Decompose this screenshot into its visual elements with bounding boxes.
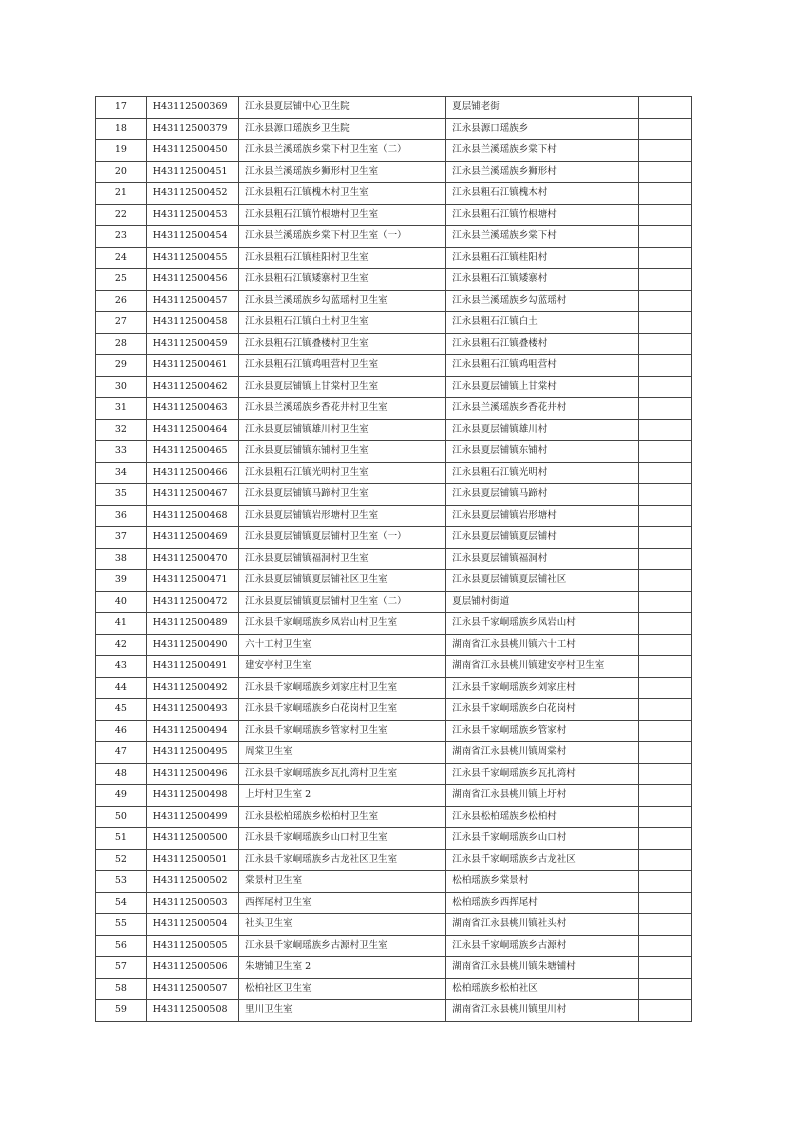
institution-name: 江永县夏层铺镇夏层铺社区卫生室 (239, 570, 446, 592)
institution-address: 江永县兰溪瑶族乡棠下村 (446, 226, 639, 248)
row-number: 49 (96, 785, 147, 807)
institution-address: 松柏瑶族乡西挥尾村 (446, 892, 639, 914)
institution-code: H43112500452 (146, 183, 238, 205)
remark-cell (639, 763, 692, 785)
remark-cell (639, 699, 692, 721)
institution-name: 江永县千家峒瑶族乡古龙社区卫生室 (239, 849, 446, 871)
table-row (96, 376, 692, 398)
row-number: 58 (96, 978, 147, 1000)
institution-table (95, 96, 692, 1022)
institution-address: 湖南省江永县桃川镇上圩村 (446, 785, 639, 807)
remark-cell (639, 828, 692, 850)
institution-name: 里川卫生室 (239, 1000, 446, 1022)
row-number: 41 (96, 613, 147, 635)
row-number: 39 (96, 570, 147, 592)
institution-name: 朱塘铺卫生室 2 (239, 957, 446, 979)
institution-address: 江永县源口瑶族乡 (446, 118, 639, 140)
table-row (96, 656, 692, 678)
remark-cell (639, 548, 692, 570)
institution-address: 湖南省江永县桃川镇里川村 (446, 1000, 639, 1022)
remark-cell (639, 333, 692, 355)
institution-code: H43112500492 (146, 677, 238, 699)
row-number: 46 (96, 720, 147, 742)
institution-code: H43112500458 (146, 312, 238, 334)
institution-name: 江永县源口瑶族乡卫生院 (239, 118, 446, 140)
table-row (96, 763, 692, 785)
institution-code: H43112500489 (146, 613, 238, 635)
institution-name: 上圩村卫生室 2 (239, 785, 446, 807)
table-row (96, 161, 692, 183)
institution-address: 湖南省江永县桃川镇建安亭村卫生室 (446, 656, 639, 678)
institution-name: 江永县夏层铺镇夏层铺村卫生室（二） (239, 591, 446, 613)
table-row (96, 118, 692, 140)
remark-cell (639, 935, 692, 957)
table-row (96, 1000, 692, 1022)
table-row (96, 226, 692, 248)
row-number: 42 (96, 634, 147, 656)
table-row (96, 333, 692, 355)
row-number: 51 (96, 828, 147, 850)
row-number: 28 (96, 333, 147, 355)
institution-code: H43112500502 (146, 871, 238, 893)
table-row (96, 570, 692, 592)
remark-cell (639, 892, 692, 914)
institution-code: H43112500455 (146, 247, 238, 269)
institution-address: 江永县千家峒瑶族乡凤岩山村 (446, 613, 639, 635)
institution-name: 江永县粗石江镇鸡咀营村卫生室 (239, 355, 446, 377)
table-row (96, 742, 692, 764)
institution-address: 松柏瑶族乡松柏社区 (446, 978, 639, 1000)
institution-code: H43112500471 (146, 570, 238, 592)
institution-code: H43112500501 (146, 849, 238, 871)
row-number: 34 (96, 462, 147, 484)
table-row (96, 871, 692, 893)
institution-address: 湖南省江永县桃川镇周棠村 (446, 742, 639, 764)
institution-name: 江永县千家峒瑶族乡古源村卫生室 (239, 935, 446, 957)
institution-code: H43112500453 (146, 204, 238, 226)
institution-code: H43112500465 (146, 441, 238, 463)
table-row (96, 935, 692, 957)
document-page (95, 96, 692, 1022)
institution-name: 周棠卫生室 (239, 742, 446, 764)
row-number: 37 (96, 527, 147, 549)
remark-cell (639, 226, 692, 248)
remark-cell (639, 656, 692, 678)
institution-code: H43112500504 (146, 914, 238, 936)
table-row (96, 462, 692, 484)
remark-cell (639, 204, 692, 226)
table-row (96, 849, 692, 871)
remark-cell (639, 785, 692, 807)
institution-code: H43112500493 (146, 699, 238, 721)
remark-cell (639, 290, 692, 312)
institution-name: 江永县夏层铺镇东铺村卫生室 (239, 441, 446, 463)
table-row (96, 914, 692, 936)
institution-name: 江永县千家峒瑶族乡瓦扎湾村卫生室 (239, 763, 446, 785)
institution-code: H43112500464 (146, 419, 238, 441)
institution-address: 江永县千家峒瑶族乡刘家庄村 (446, 677, 639, 699)
row-number: 44 (96, 677, 147, 699)
institution-address: 江永县兰溪瑶族乡勾蓝瑶村 (446, 290, 639, 312)
institution-address: 江永县千家峒瑶族乡管家村 (446, 720, 639, 742)
institution-name: 江永县兰溪瑶族乡勾蓝瑶村卫生室 (239, 290, 446, 312)
row-number: 36 (96, 505, 147, 527)
row-number: 59 (96, 1000, 147, 1022)
table-row (96, 269, 692, 291)
row-number: 19 (96, 140, 147, 162)
institution-name: 社头卫生室 (239, 914, 446, 936)
institution-address: 松柏瑶族乡棠景村 (446, 871, 639, 893)
row-number: 31 (96, 398, 147, 420)
institution-address: 湖南省江永县桃川镇社头村 (446, 914, 639, 936)
remark-cell (639, 591, 692, 613)
table-row (96, 634, 692, 656)
institution-code: H43112500505 (146, 935, 238, 957)
institution-code: H43112500468 (146, 505, 238, 527)
institution-address: 湖南省江永县桃川镇六十工村 (446, 634, 639, 656)
row-number: 22 (96, 204, 147, 226)
row-number: 20 (96, 161, 147, 183)
institution-address: 夏层铺村街道 (446, 591, 639, 613)
institution-name: 江永县夏层铺中心卫生院 (239, 97, 446, 119)
institution-code: H43112500498 (146, 785, 238, 807)
institution-name: 江永县千家峒瑶族乡白花岗村卫生室 (239, 699, 446, 721)
table-row (96, 290, 692, 312)
remark-cell (639, 871, 692, 893)
institution-code: H43112500461 (146, 355, 238, 377)
remark-cell (639, 978, 692, 1000)
institution-address: 江永县粗石江镇鸡咀营村 (446, 355, 639, 377)
institution-name: 江永县粗石江镇叠楼村卫生室 (239, 333, 446, 355)
institution-address: 江永县夏层铺镇夏层铺社区 (446, 570, 639, 592)
institution-code: H43112500472 (146, 591, 238, 613)
table-row (96, 720, 692, 742)
institution-address: 江永县兰溪瑶族乡香花井村 (446, 398, 639, 420)
institution-address: 江永县粗石江镇槐木村 (446, 183, 639, 205)
institution-address: 江永县夏层铺镇夏层铺村 (446, 527, 639, 549)
institution-code: H43112500500 (146, 828, 238, 850)
table-row (96, 505, 692, 527)
row-number: 17 (96, 97, 147, 119)
remark-cell (639, 247, 692, 269)
institution-name: 江永县夏层铺镇雄川村卫生室 (239, 419, 446, 441)
table-row (96, 591, 692, 613)
institution-address: 江永县夏层铺镇雄川村 (446, 419, 639, 441)
institution-address: 江永县粗石江镇矮寨村 (446, 269, 639, 291)
row-number: 54 (96, 892, 147, 914)
remark-cell (639, 441, 692, 463)
remark-cell (639, 269, 692, 291)
institution-code: H43112500490 (146, 634, 238, 656)
remark-cell (639, 914, 692, 936)
row-number: 38 (96, 548, 147, 570)
remark-cell (639, 161, 692, 183)
institution-address: 江永县兰溪瑶族乡狮形村 (446, 161, 639, 183)
table-row (96, 355, 692, 377)
table-row (96, 441, 692, 463)
institution-code: H43112500467 (146, 484, 238, 506)
institution-name: 江永县千家峒瑶族乡管家村卫生室 (239, 720, 446, 742)
table-row (96, 548, 692, 570)
institution-address: 江永县千家峒瑶族乡白花岗村 (446, 699, 639, 721)
remark-cell (639, 140, 692, 162)
institution-address: 江永县夏层铺镇马蹄村 (446, 484, 639, 506)
row-number: 18 (96, 118, 147, 140)
remark-cell (639, 720, 692, 742)
institution-name: 江永县粗石江镇白土村卫生室 (239, 312, 446, 334)
institution-name: 松柏社区卫生室 (239, 978, 446, 1000)
institution-code: H43112500507 (146, 978, 238, 1000)
institution-name: 六十工村卫生室 (239, 634, 446, 656)
institution-address: 江永县千家峒瑶族乡瓦扎湾村 (446, 763, 639, 785)
row-number: 53 (96, 871, 147, 893)
institution-address: 江永县兰溪瑶族乡棠下村 (446, 140, 639, 162)
table-row (96, 806, 692, 828)
table-row (96, 140, 692, 162)
institution-code: H43112500369 (146, 97, 238, 119)
institution-name: 江永县夏层铺镇上甘棠村卫生室 (239, 376, 446, 398)
remark-cell (639, 118, 692, 140)
institution-address: 湖南省江永县桃川镇朱塘铺村 (446, 957, 639, 979)
institution-code: H43112500450 (146, 140, 238, 162)
remark-cell (639, 634, 692, 656)
institution-name: 江永县粗石江镇光明村卫生室 (239, 462, 446, 484)
remark-cell (639, 312, 692, 334)
table-row (96, 892, 692, 914)
row-number: 50 (96, 806, 147, 828)
remark-cell (639, 505, 692, 527)
institution-name: 江永县粗石江镇槐木村卫生室 (239, 183, 446, 205)
remark-cell (639, 1000, 692, 1022)
table-row (96, 398, 692, 420)
institution-code: H43112500466 (146, 462, 238, 484)
remark-cell (639, 355, 692, 377)
row-number: 47 (96, 742, 147, 764)
row-number: 55 (96, 914, 147, 936)
institution-code: H43112500456 (146, 269, 238, 291)
institution-code: H43112500470 (146, 548, 238, 570)
row-number: 30 (96, 376, 147, 398)
institution-code: H43112500462 (146, 376, 238, 398)
remark-cell (639, 398, 692, 420)
table-row (96, 247, 692, 269)
remark-cell (639, 806, 692, 828)
table-row (96, 699, 692, 721)
table-row (96, 204, 692, 226)
table-row (96, 484, 692, 506)
institution-address: 江永县千家峒瑶族乡古龙社区 (446, 849, 639, 871)
row-number: 23 (96, 226, 147, 248)
institution-code: H43112500499 (146, 806, 238, 828)
institution-name: 江永县兰溪瑶族乡狮形村卫生室 (239, 161, 446, 183)
institution-name: 江永县兰溪瑶族乡棠下村卫生室（一） (239, 226, 446, 248)
row-number: 57 (96, 957, 147, 979)
remark-cell (639, 957, 692, 979)
row-number: 21 (96, 183, 147, 205)
institution-address: 江永县粗石江镇光明村 (446, 462, 639, 484)
institution-code: H43112500457 (146, 290, 238, 312)
table-row (96, 527, 692, 549)
institution-code: H43112500463 (146, 398, 238, 420)
table-row (96, 957, 692, 979)
remark-cell (639, 849, 692, 871)
remark-cell (639, 376, 692, 398)
row-number: 56 (96, 935, 147, 957)
institution-code: H43112500469 (146, 527, 238, 549)
table-row (96, 785, 692, 807)
institution-address: 江永县夏层铺镇福洞村 (446, 548, 639, 570)
row-number: 25 (96, 269, 147, 291)
row-number: 29 (96, 355, 147, 377)
institution-code: H43112500494 (146, 720, 238, 742)
institution-name: 江永县夏层铺镇岩形塘村卫生室 (239, 505, 446, 527)
remark-cell (639, 419, 692, 441)
institution-name: 江永县粗石江镇桂阳村卫生室 (239, 247, 446, 269)
institution-address: 江永县松柏瑶族乡松柏村 (446, 806, 639, 828)
row-number: 26 (96, 290, 147, 312)
institution-address: 夏层铺老街 (446, 97, 639, 119)
institution-address: 江永县粗石江镇叠楼村 (446, 333, 639, 355)
row-number: 48 (96, 763, 147, 785)
remark-cell (639, 97, 692, 119)
institution-address: 江永县千家峒瑶族乡山口村 (446, 828, 639, 850)
institution-address: 江永县粗石江镇桂阳村 (446, 247, 639, 269)
institution-code: H43112500454 (146, 226, 238, 248)
remark-cell (639, 527, 692, 549)
table-row (96, 978, 692, 1000)
row-number: 35 (96, 484, 147, 506)
remark-cell (639, 613, 692, 635)
row-number: 32 (96, 419, 147, 441)
institution-name: 西挥尾村卫生室 (239, 892, 446, 914)
institution-address: 江永县夏层铺镇东铺村 (446, 441, 639, 463)
institution-name: 建安亭村卫生室 (239, 656, 446, 678)
institution-address: 江永县千家峒瑶族乡古源村 (446, 935, 639, 957)
institution-name: 棠景村卫生室 (239, 871, 446, 893)
institution-name: 江永县千家峒瑶族乡山口村卫生室 (239, 828, 446, 850)
institution-address: 江永县夏层铺镇岩形塘村 (446, 505, 639, 527)
table-row (96, 97, 692, 119)
row-number: 43 (96, 656, 147, 678)
row-number: 33 (96, 441, 147, 463)
institution-code: H43112500495 (146, 742, 238, 764)
table-row (96, 312, 692, 334)
institution-address: 江永县粗石江镇白土 (446, 312, 639, 334)
table-row (96, 828, 692, 850)
institution-code: H43112500503 (146, 892, 238, 914)
remark-cell (639, 462, 692, 484)
row-number: 40 (96, 591, 147, 613)
institution-code: H43112500379 (146, 118, 238, 140)
institution-name: 江永县兰溪瑶族乡香花井村卫生室 (239, 398, 446, 420)
institution-name: 江永县粗石江镇竹根塘村卫生室 (239, 204, 446, 226)
institution-name: 江永县兰溪瑶族乡棠下村卫生室（二） (239, 140, 446, 162)
institution-name: 江永县松柏瑶族乡松柏村卫生室 (239, 806, 446, 828)
row-number: 24 (96, 247, 147, 269)
table-body (96, 97, 692, 1022)
row-number: 27 (96, 312, 147, 334)
remark-cell (639, 484, 692, 506)
table-row (96, 613, 692, 635)
remark-cell (639, 742, 692, 764)
institution-address: 江永县粗石江镇竹根塘村 (446, 204, 639, 226)
institution-name: 江永县千家峒瑶族乡凤岩山村卫生室 (239, 613, 446, 635)
institution-code: H43112500459 (146, 333, 238, 355)
remark-cell (639, 183, 692, 205)
table-row (96, 183, 692, 205)
institution-code: H43112500506 (146, 957, 238, 979)
institution-code: H43112500491 (146, 656, 238, 678)
institution-code: H43112500508 (146, 1000, 238, 1022)
table-row (96, 677, 692, 699)
institution-name: 江永县夏层铺镇福洞村卫生室 (239, 548, 446, 570)
institution-code: H43112500496 (146, 763, 238, 785)
remark-cell (639, 677, 692, 699)
institution-name: 江永县粗石江镇矮寨村卫生室 (239, 269, 446, 291)
remark-cell (639, 570, 692, 592)
institution-code: H43112500451 (146, 161, 238, 183)
institution-name: 江永县夏层铺镇夏层铺村卫生室（一） (239, 527, 446, 549)
institution-address: 江永县夏层铺镇上甘棠村 (446, 376, 639, 398)
table-row (96, 419, 692, 441)
institution-name: 江永县夏层铺镇马蹄村卫生室 (239, 484, 446, 506)
row-number: 45 (96, 699, 147, 721)
institution-name: 江永县千家峒瑶族乡刘家庄村卫生室 (239, 677, 446, 699)
row-number: 52 (96, 849, 147, 871)
